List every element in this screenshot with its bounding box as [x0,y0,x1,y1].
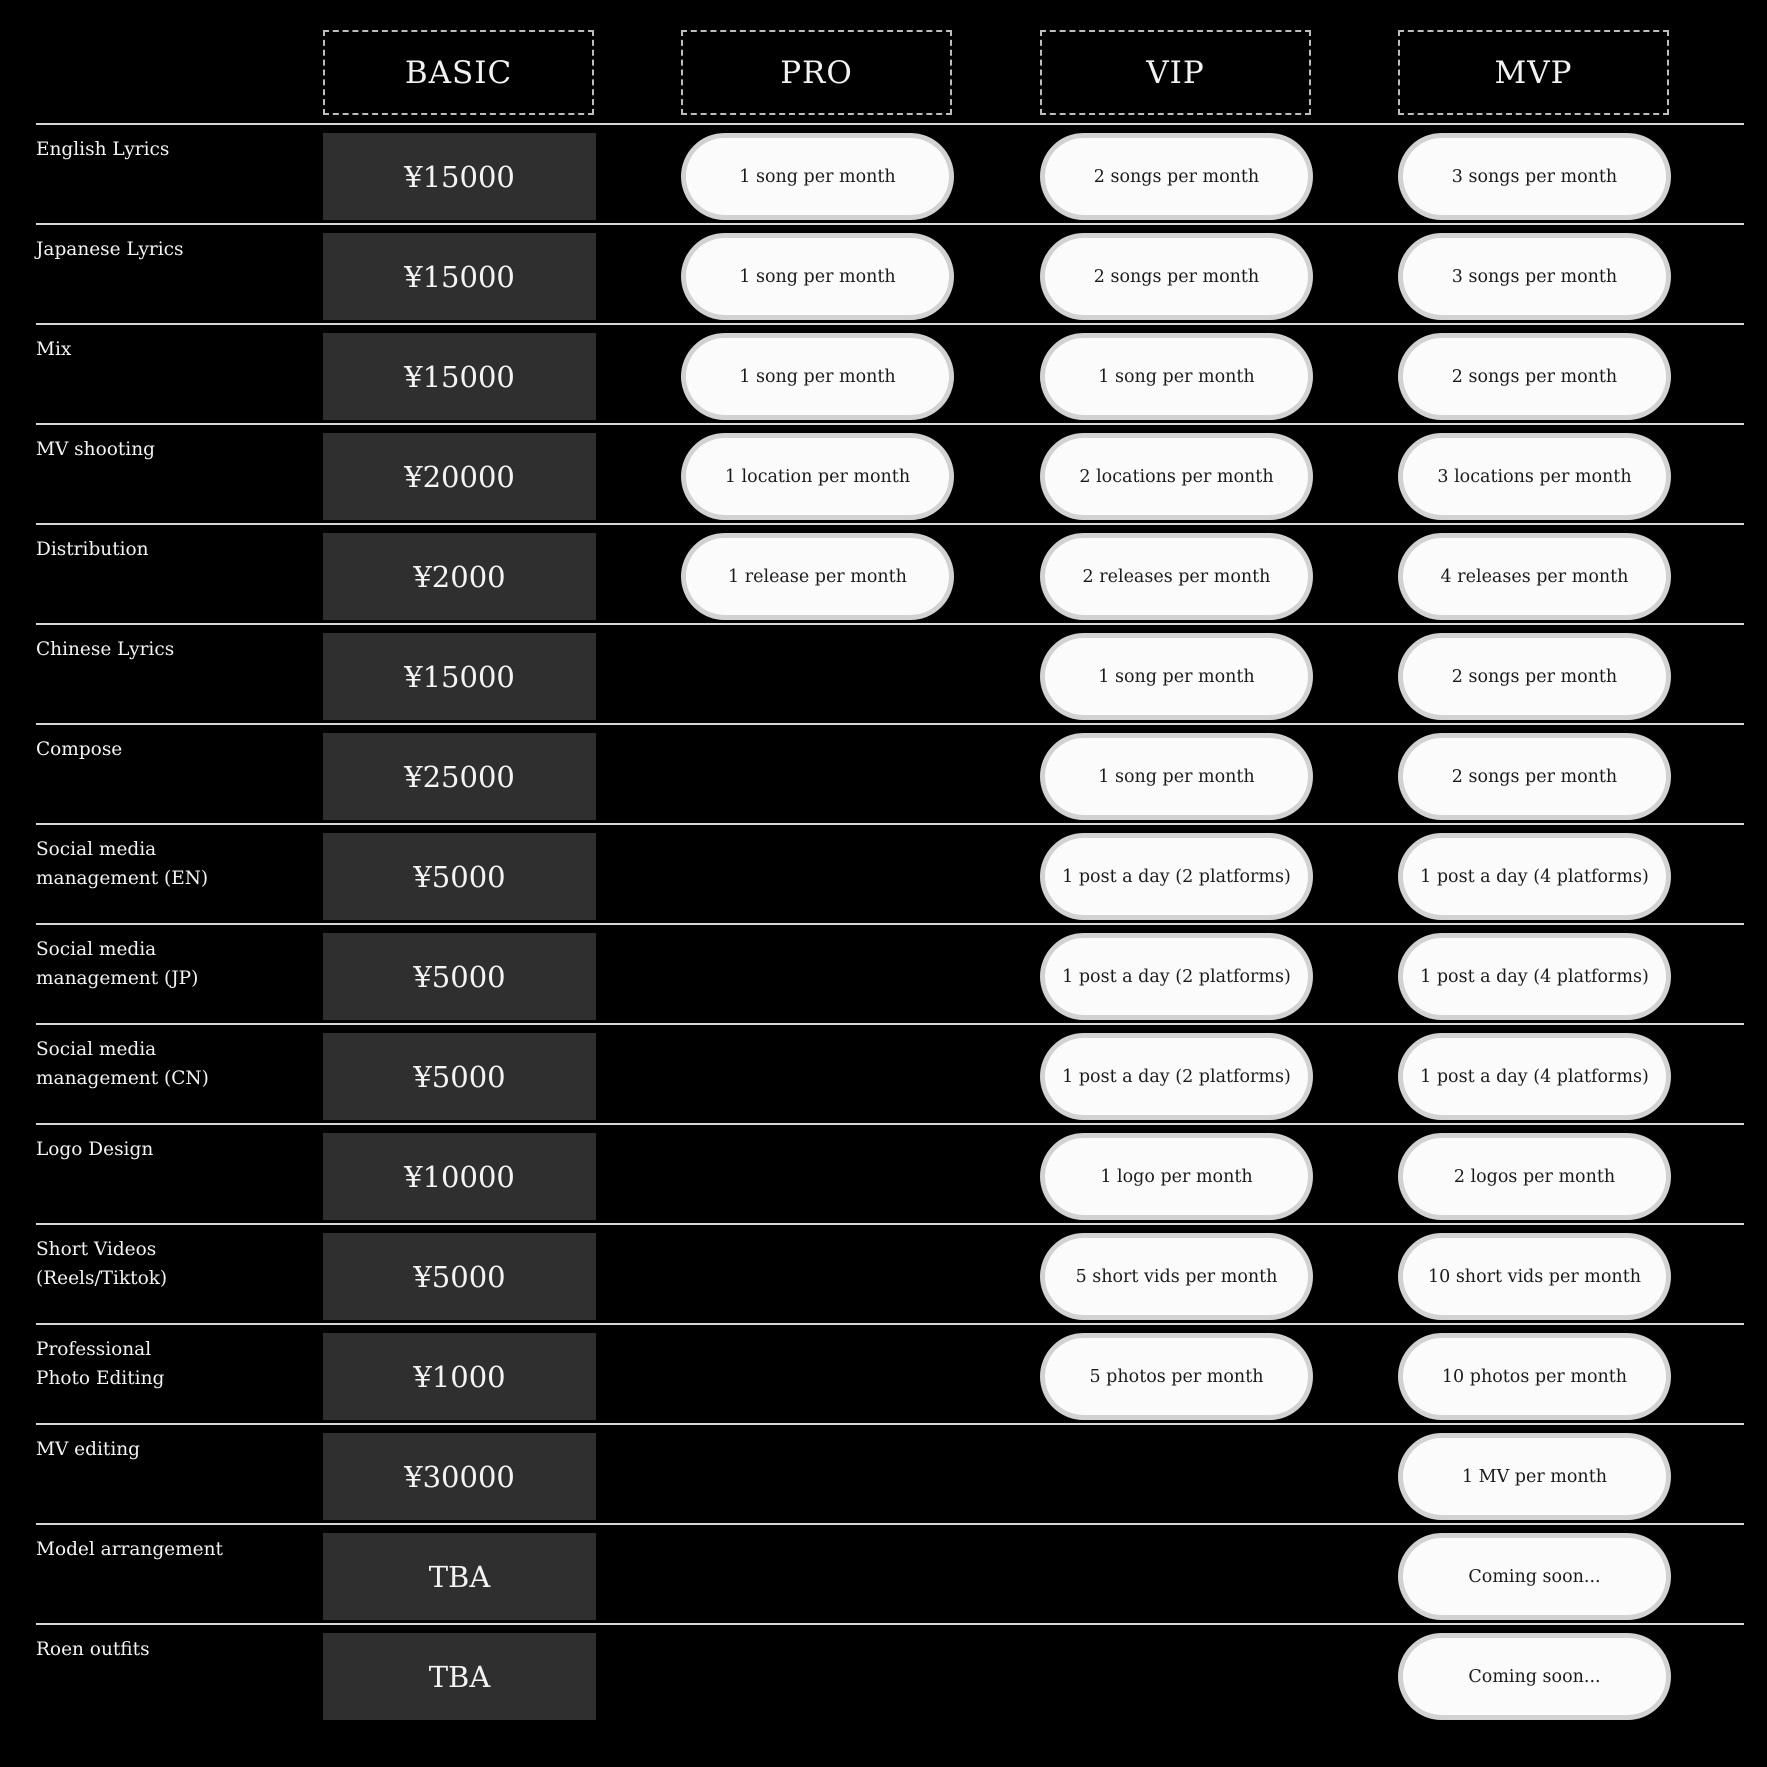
vip-allowance-pill: 1 song per month [1040,333,1313,420]
basic-price: ¥15000 [323,133,596,220]
service-label: Compose [36,739,123,760]
basic-price: ¥5000 [323,833,596,920]
service-label: Logo Design [36,1139,154,1160]
tier-header-pro: PRO [681,30,952,115]
tier-header-vip: VIP [1040,30,1311,115]
basic-price: ¥10000 [323,1133,596,1220]
pro-allowance-pill: 1 song per month [681,333,954,420]
mvp-allowance-pill: 1 MV per month [1398,1433,1671,1520]
service-label: Professional Photo Editing [36,1339,165,1389]
table-row [0,725,1767,825]
mvp-allowance-pill: 2 songs per month [1398,733,1671,820]
service-label: Social media management (JP) [36,939,199,989]
vip-allowance-pill: 1 post a day (2 platforms) [1040,833,1313,920]
vip-allowance-pill: 1 post a day (2 platforms) [1040,1033,1313,1120]
table-row [0,1625,1767,1725]
basic-price: ¥20000 [323,433,596,520]
mvp-allowance-pill: 10 short vids per month [1398,1233,1671,1320]
table-row [0,525,1767,625]
mvp-allowance-pill: 3 locations per month [1398,433,1671,520]
tier-header-basic: BASIC [323,30,594,115]
basic-price: ¥15000 [323,333,596,420]
basic-price: ¥30000 [323,1433,596,1520]
table-row [0,1125,1767,1225]
basic-price: TBA [323,1633,596,1720]
service-label: Distribution [36,539,149,560]
table-row [0,1225,1767,1325]
table-row [0,625,1767,725]
pro-allowance-pill: 1 release per month [681,533,954,620]
mvp-allowance-pill: 2 logos per month [1398,1133,1671,1220]
basic-price: ¥1000 [323,1333,596,1420]
mvp-allowance-pill: 2 songs per month [1398,633,1671,720]
vip-allowance-pill: 5 photos per month [1040,1333,1313,1420]
table-row [0,1425,1767,1525]
table-row [0,925,1767,1025]
service-label: MV shooting [36,439,155,460]
mvp-allowance-pill: Coming soon... [1398,1633,1671,1720]
vip-allowance-pill: 1 song per month [1040,733,1313,820]
mvp-allowance-pill: 10 photos per month [1398,1333,1671,1420]
vip-allowance-pill: 2 songs per month [1040,233,1313,320]
basic-price: ¥15000 [323,233,596,320]
table-row [0,125,1767,225]
table-row [0,1025,1767,1125]
service-label: Roen outfits [36,1639,150,1660]
mvp-allowance-pill: 4 releases per month [1398,533,1671,620]
pro-allowance-pill: 1 song per month [681,233,954,320]
basic-price: ¥5000 [323,933,596,1020]
basic-price: ¥5000 [323,1033,596,1120]
vip-allowance-pill: 1 song per month [1040,633,1313,720]
service-label: Social media management (CN) [36,1039,209,1089]
mvp-allowance-pill: 1 post a day (4 platforms) [1398,933,1671,1020]
basic-price: ¥25000 [323,733,596,820]
mvp-allowance-pill: 3 songs per month [1398,133,1671,220]
vip-allowance-pill: 5 short vids per month [1040,1233,1313,1320]
service-label: Chinese Lyrics [36,639,175,660]
pro-allowance-pill: 1 song per month [681,133,954,220]
vip-allowance-pill: 2 releases per month [1040,533,1313,620]
service-label: Social media management (EN) [36,839,209,889]
service-label: Short Videos (Reels/Tiktok) [36,1239,168,1289]
service-label: Japanese Lyrics [36,239,184,260]
mvp-allowance-pill: 1 post a day (4 platforms) [1398,1033,1671,1120]
table-row [0,225,1767,325]
service-label: English Lyrics [36,139,170,160]
table-row [0,825,1767,925]
table-row [0,325,1767,425]
mvp-allowance-pill: 3 songs per month [1398,233,1671,320]
vip-allowance-pill: 1 logo per month [1040,1133,1313,1220]
service-label: Mix [36,339,72,360]
basic-price: ¥2000 [323,533,596,620]
table-row [0,1525,1767,1625]
table-row [0,425,1767,525]
service-label: Model arrangement [36,1539,223,1560]
mvp-allowance-pill: 1 post a day (4 platforms) [1398,833,1671,920]
vip-allowance-pill: 2 locations per month [1040,433,1313,520]
vip-allowance-pill: 2 songs per month [1040,133,1313,220]
vip-allowance-pill: 1 post a day (2 platforms) [1040,933,1313,1020]
table-row [0,1325,1767,1425]
mvp-allowance-pill: Coming soon... [1398,1533,1671,1620]
basic-price: TBA [323,1533,596,1620]
pro-allowance-pill: 1 location per month [681,433,954,520]
service-label: MV editing [36,1439,140,1460]
basic-price: ¥15000 [323,633,596,720]
basic-price: ¥5000 [323,1233,596,1320]
tier-header-mvp: MVP [1398,30,1669,115]
mvp-allowance-pill: 2 songs per month [1398,333,1671,420]
